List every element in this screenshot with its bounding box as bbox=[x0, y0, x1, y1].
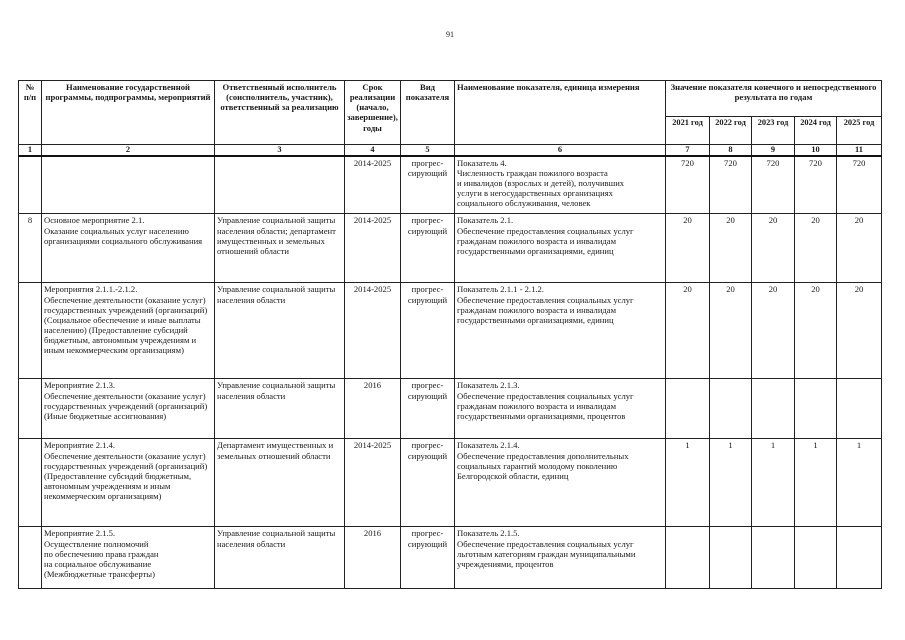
indicator-kind: прогрес-сирующий bbox=[401, 214, 455, 283]
year-value: 20 bbox=[795, 283, 837, 379]
column-number: 1 bbox=[19, 145, 42, 156]
year-value: 720 bbox=[795, 156, 837, 214]
indicators-table bbox=[18, 80, 882, 589]
executor: Управление социальной защиты населения области bbox=[215, 379, 345, 439]
year-value: 1 bbox=[666, 439, 710, 527]
column-number: 2 bbox=[42, 145, 215, 156]
year-value: 20 bbox=[752, 283, 795, 379]
year-value bbox=[837, 527, 882, 589]
column-number: 7 bbox=[666, 145, 710, 156]
table-row bbox=[19, 156, 882, 214]
year-value bbox=[710, 527, 752, 589]
period: 2014-2025 bbox=[345, 439, 401, 527]
measure-name: Основное мероприятие 2.1. Оказание социальных услуг населению организациями социального обслуживания bbox=[42, 214, 215, 283]
header-values-group: Значение показателя конечного и непосредственного результата по годам bbox=[666, 81, 882, 117]
measure-name: Мероприятие 2.1.3. Обеспечение деятельности (оказание услуг) государственных учреждений (организаций) (Иные бюджетные ассигнования) bbox=[42, 379, 215, 439]
column-number: 6 bbox=[455, 145, 666, 156]
measure-name bbox=[42, 156, 215, 214]
year-value bbox=[752, 527, 795, 589]
year-value: 20 bbox=[837, 283, 882, 379]
year-value: 20 bbox=[710, 214, 752, 283]
indicator-kind: прогрес-сирующий bbox=[401, 439, 455, 527]
indicator-name: Показатель 4. Численность граждан пожилого возраста и инвалидов (взрослых и детей), получивших услуги в негосударственных организациях социального обслуживания, человек bbox=[455, 156, 666, 214]
period: 2016 bbox=[345, 379, 401, 439]
year-value: 1 bbox=[837, 439, 882, 527]
indicator-kind: прогрес-сирующий bbox=[401, 527, 455, 589]
indicator-name: Показатель 2.1.3. Обеспечение предоставления социальных услуг гражданам пожилого возраста и инвалидам государственными организациями, процентов bbox=[455, 379, 666, 439]
year-value: 20 bbox=[795, 214, 837, 283]
column-number: 5 bbox=[401, 145, 455, 156]
period: 2014-2025 bbox=[345, 283, 401, 379]
table-row bbox=[19, 379, 882, 439]
executor bbox=[215, 156, 345, 214]
table-row bbox=[19, 527, 882, 589]
column-number: 3 bbox=[215, 145, 345, 156]
year-value: 20 bbox=[752, 214, 795, 283]
header-indicator: Наименование показателя, единица измерения bbox=[455, 81, 666, 145]
year-value: 720 bbox=[710, 156, 752, 214]
measure-name: Мероприятия 2.1.1.-2.1.2. Обеспечение деятельности (оказание услуг) государственных учреждений (организаций) (Социальное обеспечение и иные выплаты населению) (Предоставление субсидий бюджетным, автономным учреждениям и иным некоммерческим организациям) bbox=[42, 283, 215, 379]
header-period: Срок реализации (начало, завершение), годы bbox=[345, 81, 401, 145]
measure-name: Мероприятие 2.1.5. Осуществление полномочий по обеспечению права граждан на социальное обслуживание (Межбюджетные трансферты) bbox=[42, 527, 215, 589]
indicator-kind: прогрес-сирующий bbox=[401, 379, 455, 439]
year-value: 720 bbox=[752, 156, 795, 214]
year-value bbox=[710, 379, 752, 439]
page-number: 91 bbox=[446, 30, 454, 39]
table-row bbox=[19, 214, 882, 283]
year-value: 1 bbox=[752, 439, 795, 527]
executor: Управление социальной защиты населения области; департамент имущественных и земельных отношений области bbox=[215, 214, 345, 283]
year-value bbox=[837, 379, 882, 439]
year-value: 720 bbox=[837, 156, 882, 214]
column-number: 11 bbox=[837, 145, 882, 156]
header-kind: Вид показателя bbox=[401, 81, 455, 145]
indicator-kind: прогрес-сирующий bbox=[401, 156, 455, 214]
year-value: 20 bbox=[710, 283, 752, 379]
table-row bbox=[19, 283, 882, 379]
indicator-name: Показатель 2.1.1 - 2.1.2. Обеспечение предоставления социальных услуг гражданам пожилого возраста и инвалидам государственными организациями, единиц bbox=[455, 283, 666, 379]
year-value bbox=[795, 379, 837, 439]
row-number bbox=[19, 439, 42, 527]
header-year: 2024 год bbox=[795, 117, 837, 145]
column-number: 8 bbox=[710, 145, 752, 156]
year-value: 720 bbox=[666, 156, 710, 214]
executor: Управление социальной защиты населения области bbox=[215, 527, 345, 589]
indicator-name: Показатель 2.1. Обеспечение предоставления социальных услуг гражданам пожилого возраста и инвалидам государственными организациями, единиц bbox=[455, 214, 666, 283]
year-value: 20 bbox=[666, 283, 710, 379]
indicator-kind: прогрес-сирующий bbox=[401, 283, 455, 379]
column-number: 10 bbox=[795, 145, 837, 156]
year-value: 1 bbox=[710, 439, 752, 527]
header-year: 2022 год bbox=[710, 117, 752, 145]
executor: Департамент имущественных и земельных отношений области bbox=[215, 439, 345, 527]
indicator-name: Показатель 2.1.4. Обеспечение предоставления дополнительных социальных гарантий молодому поколению Белгородской области, единиц bbox=[455, 439, 666, 527]
year-value: 1 bbox=[795, 439, 837, 527]
header-executor: Ответственный исполнитель (соисполнитель, участник), ответственный за реализацию bbox=[215, 81, 345, 145]
year-value bbox=[795, 527, 837, 589]
year-value bbox=[752, 379, 795, 439]
row-number bbox=[19, 283, 42, 379]
header-year: 2025 год bbox=[837, 117, 882, 145]
period: 2014-2025 bbox=[345, 214, 401, 283]
year-value: 20 bbox=[837, 214, 882, 283]
header-name: Наименование государственной программы, подпрограммы, мероприятий bbox=[42, 81, 215, 145]
row-number bbox=[19, 527, 42, 589]
row-number bbox=[19, 379, 42, 439]
header-year: 2021 год bbox=[666, 117, 710, 145]
row-number: 8 bbox=[19, 214, 42, 283]
column-number: 4 bbox=[345, 145, 401, 156]
row-number bbox=[19, 156, 42, 214]
measure-name: Мероприятие 2.1.4. Обеспечение деятельности (оказание услуг) государственных учреждений (организаций) (Предоставление субсидий бюджетным, автономным учреждениям и иным некоммерческим организациям) bbox=[42, 439, 215, 527]
indicator-name: Показатель 2.1.5. Обеспечение предоставления социальных услуг льготным категориям граждан муниципальными учреждениями, процентов bbox=[455, 527, 666, 589]
table-row bbox=[19, 439, 882, 527]
period: 2016 bbox=[345, 527, 401, 589]
header-num: № п/п bbox=[19, 81, 42, 145]
column-number: 9 bbox=[752, 145, 795, 156]
executor: Управление социальной защиты населения области bbox=[215, 283, 345, 379]
year-value: 20 bbox=[666, 214, 710, 283]
year-value bbox=[666, 379, 710, 439]
period: 2014-2025 bbox=[345, 156, 401, 214]
year-value bbox=[666, 527, 710, 589]
header-year: 2023 год bbox=[752, 117, 795, 145]
